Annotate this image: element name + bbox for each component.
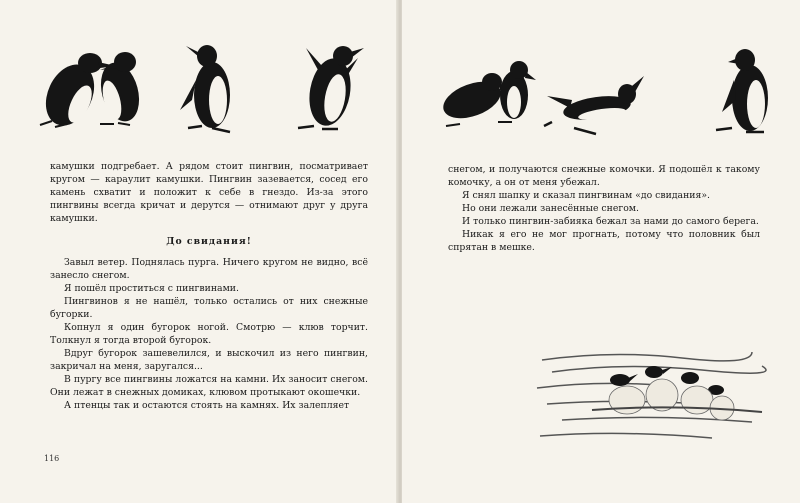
paragraph: Но они лежали занесённые снегом.	[462, 203, 639, 214]
penguins-running-illustration	[402, 0, 800, 140]
page-number: 116	[44, 454, 60, 463]
left-page-text	[50, 160, 368, 412]
paragraph: А птенцы так и остаются стоять на камнях. Их залепляет	[64, 400, 350, 411]
paragraph: камушки подгребает. А рядом стоит пингвин, посматривает кругом — караулит камушки. Пингвин зазевается, сосед его камень схватит и положит к себе в гнездо. Из-за этого пингвины всегда кричат и дерутся — отнимают друг у друга камушки.	[50, 161, 368, 224]
paragraph: Завыл ветер. Поднялась пурга. Ничего кругом не видно, всё занесло снегом.	[50, 257, 368, 281]
paragraph: И только пингвин-забияка бежал за нами до самого берега.	[462, 216, 759, 227]
paragraph: Никак я его не мог прогнать, потому что половник был спрятан в мешке.	[448, 229, 760, 253]
paragraph: В пургу все пингвины ложатся на камни. Их заносит снегом. Они лежат в снежных домиках, клювом протыкают окошечки.	[50, 374, 368, 398]
chapter-heading: До свидания!	[166, 236, 252, 247]
snow-covered-penguins-illustration	[532, 340, 800, 460]
right-page-text	[448, 163, 760, 254]
paragraph: Я пошёл проститься с пингвинами.	[64, 283, 239, 294]
fighting-penguins-illustration	[0, 0, 398, 140]
paragraph: Копнул я один бугорок ногой. Смотрю — клюв торчит. Толкнул я тогда второй бугорок.	[50, 322, 368, 346]
paragraph: Пингвинов я не нашёл, только остались от них снежные бугорки.	[50, 296, 368, 320]
paragraph: снегом, и получаются снежные комочки. Я подошёл к такому комочку, а он от меня убежал.	[448, 164, 760, 188]
paragraph: Вдруг бугорок зашевелился, и выскочил из него пингвин, закричал на меня, заругался...	[50, 348, 368, 372]
left-page	[0, 0, 398, 503]
paragraph: Я снял шапку и сказал пингвинам «до свидания».	[462, 190, 710, 201]
right-page	[402, 0, 800, 503]
